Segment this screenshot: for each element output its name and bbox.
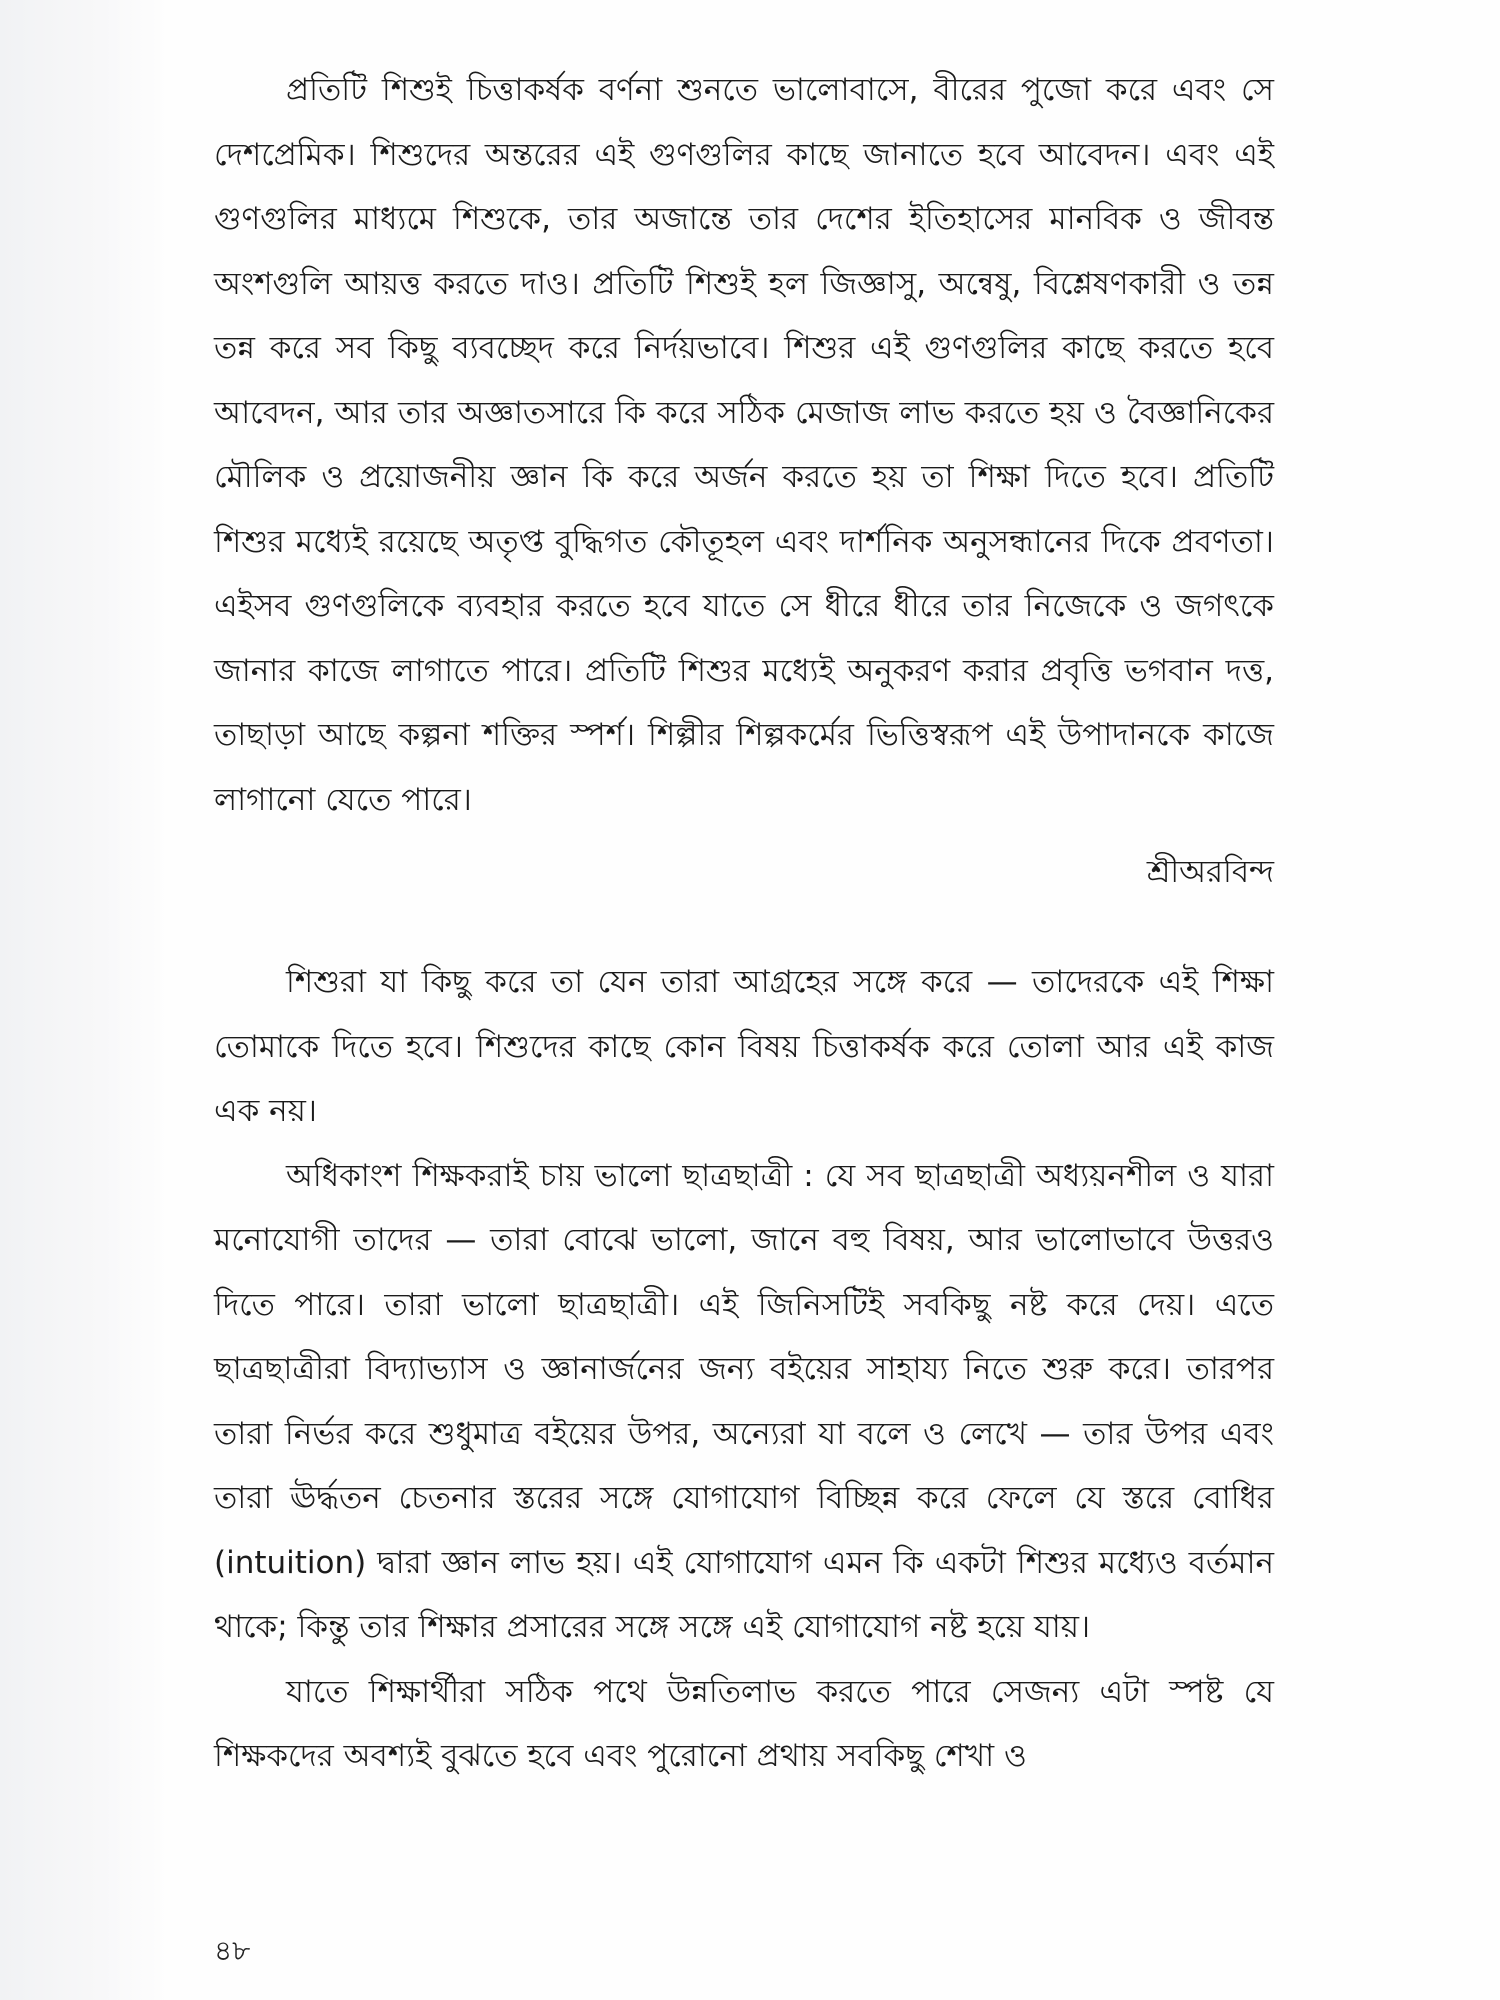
paragraph-sri-aurobindo-quote: প্রতিটি শিশুই চিত্তাকর্ষক বর্ণনা শুনতে ভালোবাসে, বীরের পুজো করে এবং সে দেশপ্রেমিক। শিশুদের অন্তরের এই গুণগুলির কাছে জানাতে হবে আবেদন। এবং এই গুণগুলির মাধ্যমে শিশুকে, তার অজান্তে তার দেশের ইতিহাসের মানবিক ও জীবন্ত অংশগুলি আয়ত্ত করতে দাও। প্রতিটি শিশুই হল জিজ্ঞাসু, অন্বেষু, বিশ্লেষণকারী ও তন্ন তন্ন করে সব কিছু ব্যবচ্ছেদ করে নির্দয়ভাবে। শিশুর এই গুণগুলির কাছে করতে হবে আবেদন, আর তার অজ্ঞাতসারে কি করে সঠিক মেজাজ লাভ করতে হয় ও বৈজ্ঞানিকের মৌলিক ও প্রয়োজনীয় জ্ঞান কি করে অর্জন করতে হয় তা শিক্ষা দিতে হবে। প্রতিটি শিশুর মধ্যেই রয়েছে অতৃপ্ত বুদ্ধিগত কৌতূহল এবং দার্শনিক অনুসন্ধানের দিকে প্রবণতা। এইসব গুণগুলিকে ব্যবহার করতে হবে যাতে সে ধীরে ধীরে তার নিজেকে ও জগৎকে জানার কাজে লাগাতে পারে। প্রতিটি শিশুর মধ্যেই অনুকরণ করার প্রবৃত্তি ভগবান দত্ত, তাছাড়া আছে কল্পনা শক্তির স্পর্শ। শিল্পীর শিল্পকর্মের ভিত্তিস্বরূপ এই উপাদানকে কাজে লাগানো যেতে পারে। [214,72,1274,818]
author-signature: শ্রীঅরবিন্দ [1146,854,1274,890]
paragraph-good-students: অধিকাংশ শিক্ষকরাই চায় ভালো ছাত্রছাত্রী : যে সব ছাত্রছাত্রী অধ্যয়নশীল ও যারা মনোযোগী তাদের — তারা বোঝে ভালো, জানে বহু বিষয়, আর ভালোভাবে উত্তরও দিতে পারে। তারা ভালো ছাত্রছাত্রী। এই জিনিসটিই সবকিছু নষ্ট করে দেয়। এতে ছাত্রছাত্রীরা বিদ্যাভ্যাস ও জ্ঞানার্জনের জন্য বইয়ের সাহায্য নিতে শুরু করে। তারপর তারা নির্ভর করে শুধুমাত্র বইয়ের উপর, অন্যেরা যা বলে ও লেখে — তার উপর এবং তারা ঊর্দ্ধতন চেতনার স্তরের সঙ্গে যোগাযোগ বিচ্ছিন্ন করে ফেলে যে স্তরে বোধির (intuition) দ্বারা জ্ঞান লাভ হয়। এই যোগাযোগ এমন কি একটা শিশুর মধ্যেও বর্তমান থাকে; কিন্তু তার শিক্ষার প্রসারের সঙ্গে সঙ্গে এই যোগাযোগ নষ্ট হয়ে যায়। [214,1157,1274,1645]
paragraph-teachers: যাতে শিক্ষার্থীরা সঠিক পথে উন্নতিলাভ করতে পারে সেজন্য এটা স্পষ্ট যে শিক্ষকদের অবশ্যই বুঝতে হবে এবং পুরোনো প্রথায় সবকিছু শেখা ও [214,1673,1274,1774]
section-spacer [214,904,1274,950]
paragraph-interest: শিশুরা যা কিছু করে তা যেন তারা আগ্রহের সঙ্গে করে — তাদেরকে এই শিক্ষা তোমাকে দিতে হবে। শিশুদের কাছে কোন বিষয় চিত্তাকর্ষক করে তোলা আর এই কাজ এক নয়। [214,964,1274,1129]
page-body-text [214,58,1274,1789]
page-number: ৪৮ [214,1934,251,1967]
page-gutter-shadow [0,0,170,2000]
